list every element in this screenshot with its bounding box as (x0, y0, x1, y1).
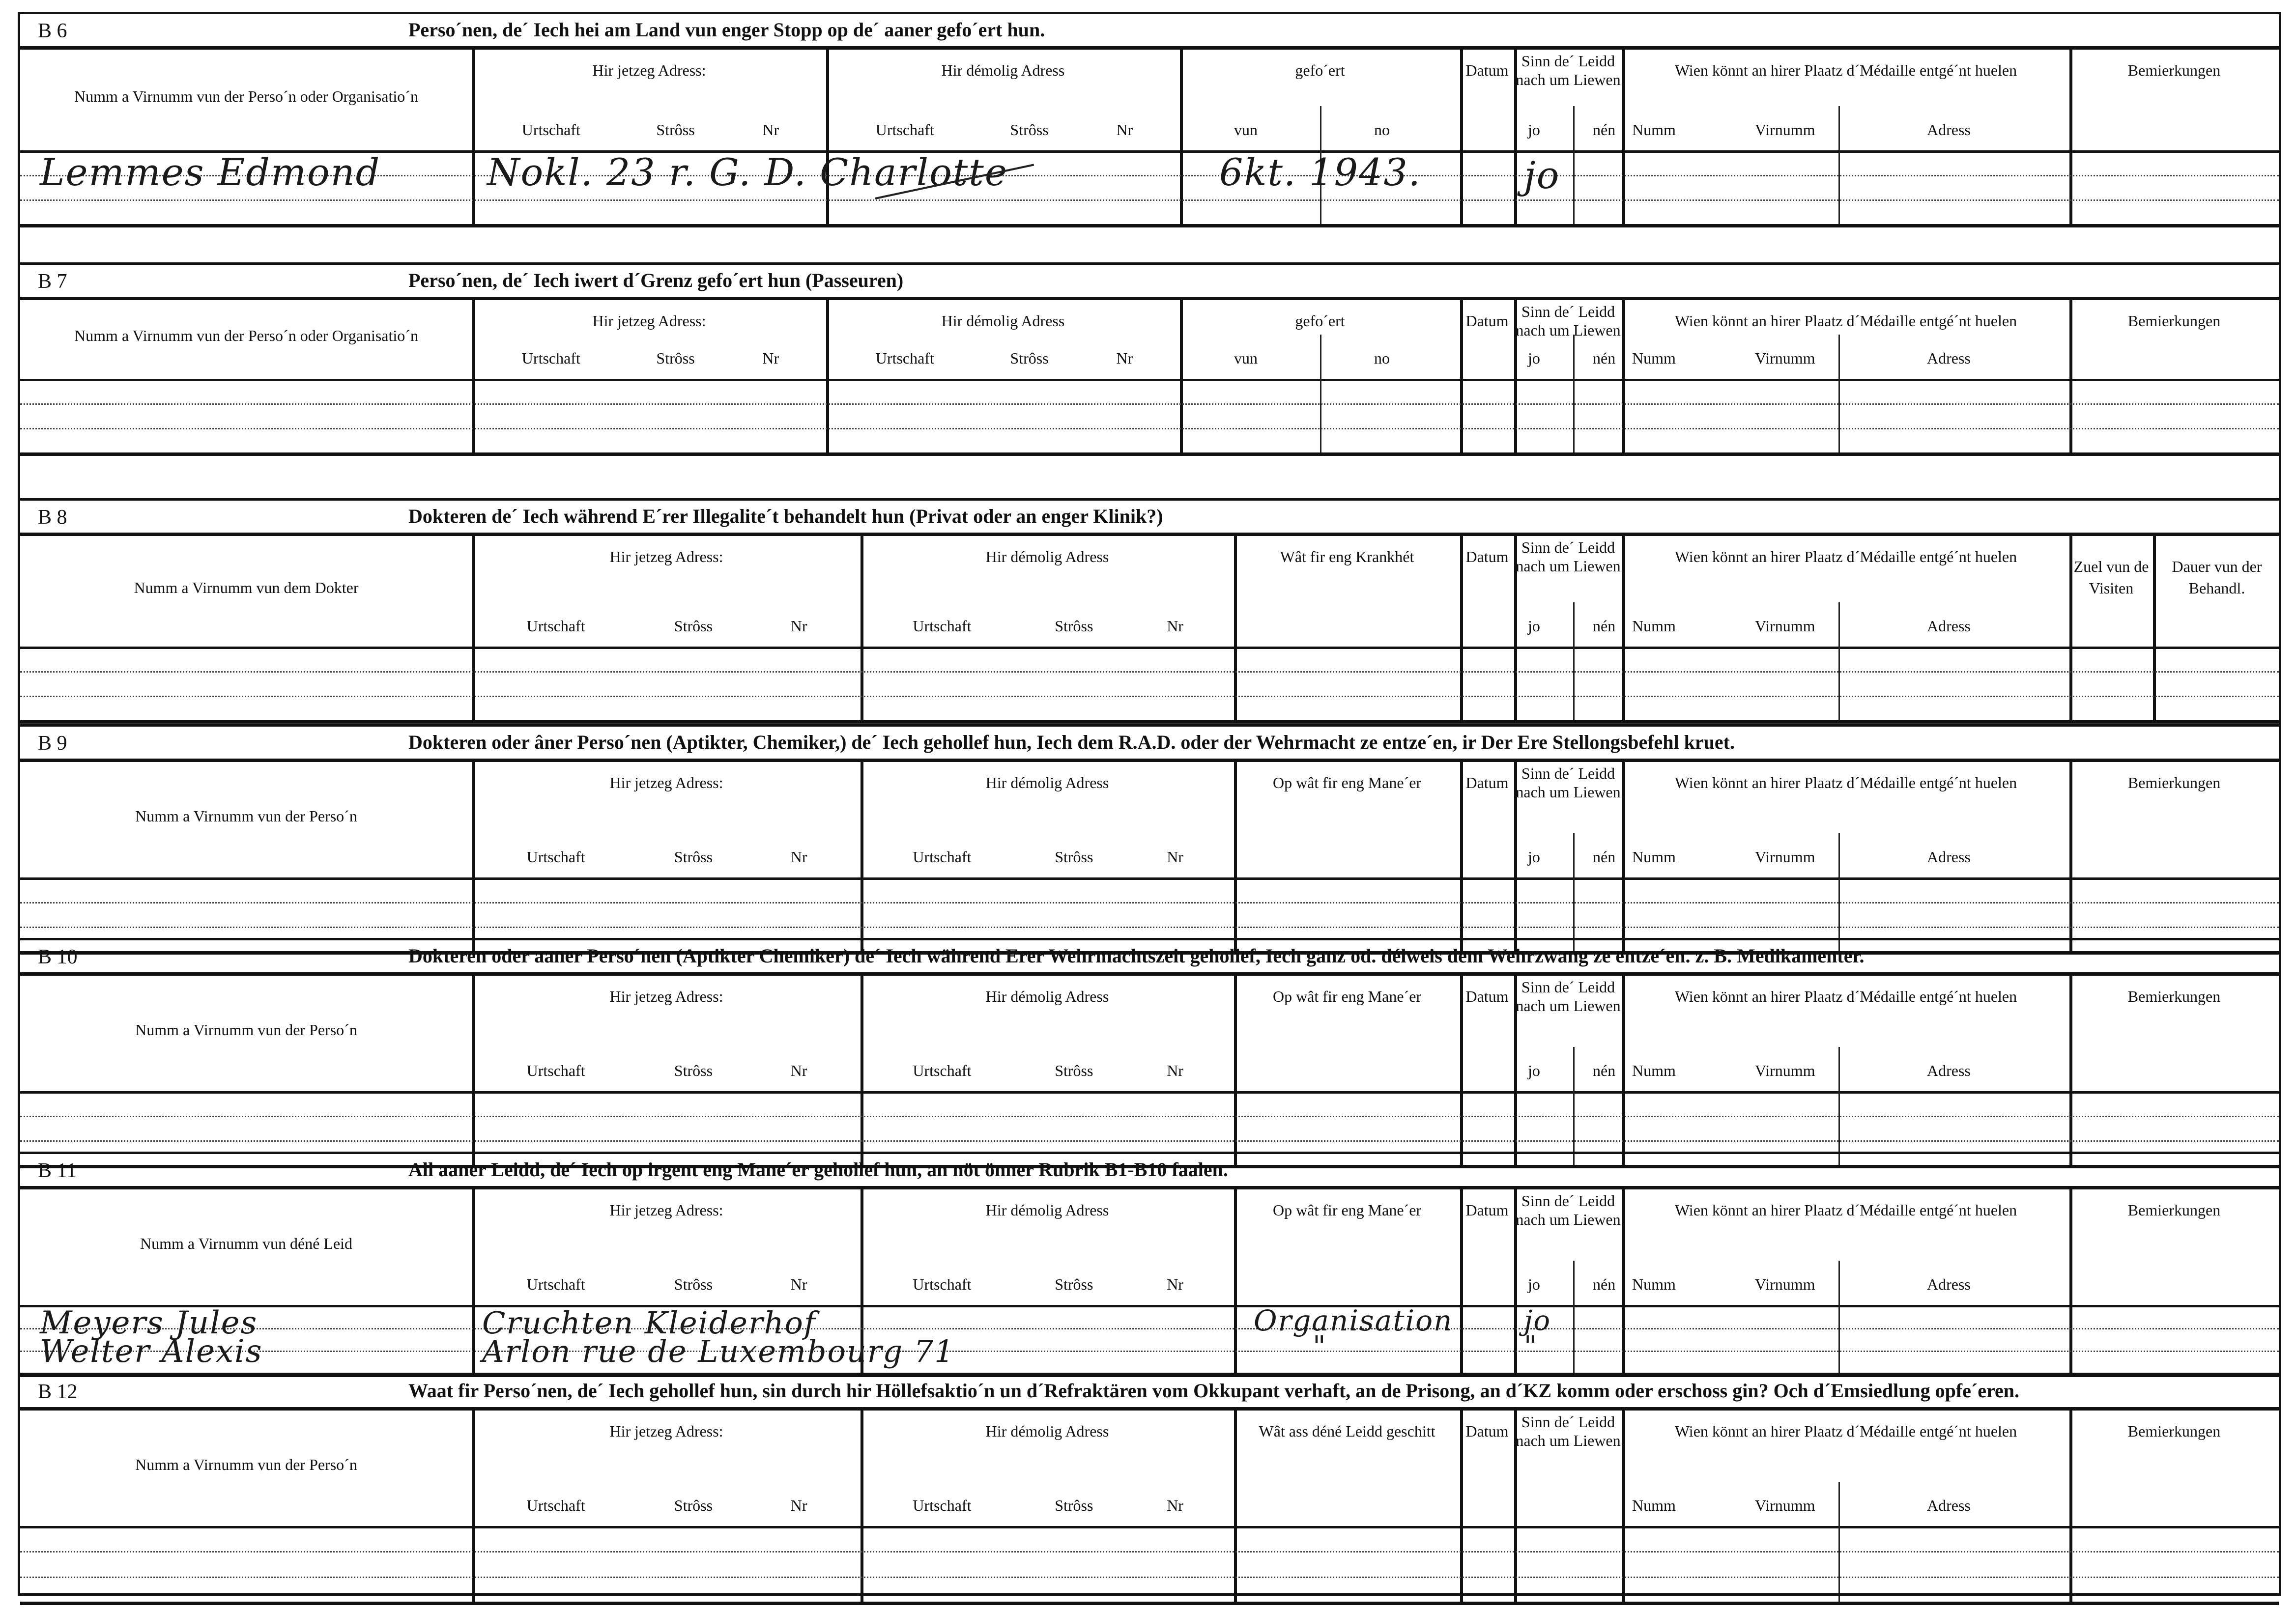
medal-question: Wien könnt an hirer Plaatz d´Médaille entgé´nt huelen (1674, 312, 2017, 330)
section-title-row (20, 262, 2279, 299)
stross-label: Strôss (674, 1496, 713, 1514)
nr-label: Nr (1167, 617, 1183, 635)
handwritten-name: Welter Alexis (40, 1333, 263, 1370)
section-table (20, 46, 2279, 227)
current-address-label: Hir jetzeg Adress: (609, 1201, 723, 1219)
stross-label: Strôss (1055, 1496, 1093, 1514)
section-b7 (20, 262, 2279, 449)
section-code: B 9 (38, 732, 67, 755)
no-label: no (1374, 121, 1390, 139)
section-title: Perso´nen, de´ Iech iwert d´Grenz gefo´ert hun (Passeuren) (408, 269, 904, 291)
medal-adress-label: Adress (1927, 1062, 1971, 1079)
nen-label: nén (1593, 349, 1616, 367)
writing-line (20, 696, 2279, 697)
stross-label: Strôss (674, 1275, 713, 1293)
writing-line (20, 1116, 2279, 1117)
former-address-label: Hir démolig Adress (985, 1422, 1109, 1440)
col-medal (1622, 1411, 1625, 1602)
header-bottom-rule (20, 1091, 2279, 1094)
handwritten-date: 6kt. 1943. (1219, 150, 1421, 194)
name-column-label: Numm a Virnumm vun der Perso´n (135, 807, 357, 825)
section-title-row (20, 498, 2279, 535)
current-address-label: Hir jetzeg Adress: (592, 312, 706, 330)
stross-label: Strôss (1055, 1275, 1093, 1293)
col-medal (1622, 50, 1625, 224)
alive-question: Sinn de´ Leidd nach um Liewen (1516, 978, 1621, 1015)
medal-question: Wien könnt an hirer Plaatz d´Médaille entgé´nt huelen (1674, 1201, 2017, 1219)
urtschaft-label: Urtschaft (913, 1062, 972, 1079)
writing-line (20, 1551, 2279, 1553)
medal-question: Wien könnt an hirer Plaatz d´Médaille entgé´nt huelen (1674, 548, 2017, 565)
stross-label: Strôss (656, 349, 695, 367)
medal-numm-label: Numm (1632, 121, 1676, 139)
nen-label: nén (1593, 1062, 1616, 1079)
header-bottom-rule (20, 877, 2279, 880)
nr-label: Nr (790, 1496, 807, 1514)
medal-virnumm-label: Virnumm (1755, 1275, 1815, 1293)
alive-question: Sinn de´ Leidd nach um Liewen (1516, 1192, 1621, 1228)
stross-label: Strôss (656, 121, 695, 139)
nen-label: nén (1593, 848, 1616, 866)
former-address-label: Hir démolig Adress (941, 61, 1065, 79)
medal-virnumm-label: Virnumm (1755, 848, 1815, 866)
nr-label: Nr (1116, 121, 1133, 139)
medal-divider (1838, 335, 1840, 452)
alive-divider (1573, 1047, 1575, 1165)
header-bottom-rule (20, 1526, 2279, 1528)
medal-adress-label: Adress (1927, 848, 1971, 866)
current-address-label: Hir jetzeg Adress: (609, 548, 723, 565)
date-label: Datum (1465, 312, 1509, 330)
gefoert-divider (1320, 335, 1321, 452)
section-table (20, 759, 2279, 955)
handwritten-alive: jo (1524, 1305, 1551, 1337)
writing-line (20, 199, 2279, 201)
section-code: B 6 (38, 20, 67, 42)
section-title-row (20, 724, 2279, 761)
stross-label: Strôss (1055, 1062, 1093, 1079)
urtschaft-label: Urtschaft (875, 121, 934, 139)
section-code: B 8 (38, 506, 67, 529)
nr-label: Nr (1167, 1496, 1183, 1514)
name-column-label: Numm a Virnumm vun der Perso´n (135, 1020, 357, 1039)
current-address-label: Hir jetzeg Adress: (592, 61, 706, 79)
medal-virnumm-label: Virnumm (1755, 1062, 1815, 1079)
section-table (20, 297, 2279, 456)
jo-label: jo (1528, 349, 1540, 367)
nr-label: Nr (790, 1062, 807, 1079)
former-address-label: Hir démolig Adress (985, 548, 1109, 565)
medal-numm-label: Numm (1632, 349, 1676, 367)
section-title: Dokteren oder âner Perso´nen (Aptikter, Chemiker,) de´ Iech gehollef hun, Iech dem R.A.D. oder der Wehrmacht ze entze´en, ir Der Ere Stellongsbefehl kruet. (408, 731, 1735, 753)
medal-divider (1838, 106, 1840, 224)
writing-line (20, 428, 2279, 429)
nr-label: Nr (790, 617, 807, 635)
section-b12 (20, 1373, 2279, 1598)
urtschaft-label: Urtschaft (913, 848, 972, 866)
medal-virnumm-label: Virnumm (1755, 617, 1815, 635)
detail-column-label: Wât ass déné Leidd geschitt (1259, 1422, 1435, 1440)
stross-label: Strôss (1055, 617, 1093, 635)
medal-divider (1838, 833, 1840, 951)
alive-question: Sinn de´ Leidd nach um Liewen (1516, 1413, 1621, 1449)
section-table (20, 1186, 2279, 1377)
current-address-label: Hir jetzeg Adress: (609, 988, 723, 1005)
alive-question: Sinn de´ Leidd nach um Liewen (1516, 538, 1621, 575)
header-bottom-rule (20, 647, 2279, 649)
medal-adress-label: Adress (1927, 1496, 1971, 1514)
section-b6 (20, 12, 2279, 221)
gefoert-label: gefo´ert (1295, 61, 1345, 79)
date-label: Datum (1465, 1422, 1509, 1440)
handwritten-address: Arlon rue de Luxembourg 71 (482, 1333, 955, 1369)
nr-label: Nr (1167, 1062, 1183, 1079)
urtschaft-label: Urtschaft (526, 1496, 585, 1514)
medal-question: Wien könnt an hirer Plaatz d´Médaille entgé´nt huelen (1674, 1422, 2017, 1440)
remarks-label: Bemierkungen (2127, 988, 2221, 1005)
stross-label: Strôss (1010, 121, 1049, 139)
section-title: Waat fir Perso´nen, de´ Iech gehollef hun, sin durch hir Höllefsaktio´n un d´Refraktären vom Okkupant verhaft, an de Prisong, an d´KZ komm oder erschoss gin? Och d´Emsiedlung opfe´eren. (408, 1380, 2019, 1402)
writing-line (20, 1351, 2279, 1352)
alive-divider (1573, 335, 1575, 452)
stross-label: Strôss (1010, 349, 1049, 367)
medal-question: Wien könnt an hirer Plaatz d´Médaille entgé´nt huelen (1674, 774, 2017, 791)
nr-label: Nr (790, 1275, 807, 1293)
detail-column-label: Wât fir eng Krankhét (1280, 548, 1414, 565)
nr-label: Nr (1116, 349, 1133, 367)
medal-question: Wien könnt an hirer Plaatz d´Médaille entgé´nt huelen (1674, 61, 2017, 79)
medal-divider (1838, 1047, 1840, 1165)
section-b11 (20, 1152, 2279, 1370)
urtschaft-label: Urtschaft (526, 848, 585, 866)
medal-numm-label: Numm (1632, 1275, 1676, 1293)
col-medal (1622, 300, 1625, 452)
date-label: Datum (1465, 1201, 1509, 1219)
alive-question: Sinn de´ Leidd nach um Liewen (1516, 764, 1621, 801)
remarks-label: Bemierkungen (2127, 312, 2221, 330)
medal-question: Wien könnt an hirer Plaatz d´Médaille entgé´nt huelen (1674, 988, 2017, 1005)
jo-label: jo (1528, 848, 1540, 866)
alive-question: Sinn de´ Leidd nach um Liewen (1516, 303, 1621, 339)
section-title: Perso´nen, de´ Iech hei am Land vun enger Stopp op de´ aaner gefo´ert hun. (408, 19, 1045, 41)
section-table (20, 533, 2279, 724)
urtschaft-label: Urtschaft (521, 349, 580, 367)
alive-divider (1573, 106, 1575, 224)
remarks-label: Bemierkungen (2127, 1422, 2221, 1440)
writing-line (20, 1328, 2279, 1329)
section-title: All aaner Leidd, de´ Iech op irgent eng Mane´er gehollef hun, an nöt önner Rubrik B1-B10 faalen. (408, 1158, 1228, 1181)
col-medal (1622, 1189, 1625, 1374)
jo-label: jo (1528, 617, 1540, 635)
handwritten-manner: " (1313, 1329, 1327, 1363)
urtschaft-label: Urtschaft (526, 1062, 585, 1079)
medal-numm-label: Numm (1632, 848, 1676, 866)
nr-label: Nr (790, 848, 807, 866)
nr-label: Nr (1167, 1275, 1183, 1293)
section-title-row (20, 1373, 2279, 1410)
medal-divider (1838, 1482, 1840, 1602)
stross-label: Strôss (674, 848, 713, 866)
section-code: B 7 (38, 270, 67, 293)
writing-line (20, 1577, 2279, 1578)
medal-virnumm-label: Virnumm (1755, 349, 1815, 367)
handwritten-alive: " (1524, 1330, 1538, 1362)
section-title: Dokteren oder aaner Perso´nen (Aptikter Chemiker) de´ Iech während Erer Wehrmachtszeit gehollef, Iech ganz od. délweis dem Wehrzwang ze entze´en. z. B. Medikamenter. (408, 945, 1865, 967)
urtschaft-label: Urtschaft (913, 1496, 972, 1514)
section-title-row (20, 1152, 2279, 1188)
col-medal (1622, 536, 1625, 720)
alive-question: Sinn de´ Leidd nach um Liewen (1516, 52, 1621, 88)
handwritten-address: Cruchten Kleiderhof (482, 1305, 816, 1341)
date-label: Datum (1465, 548, 1509, 565)
name-column-label: Numm a Virnumm vun der Perso´n (135, 1455, 357, 1473)
jo-label: jo (1528, 1062, 1540, 1079)
section-code: B 10 (38, 946, 78, 968)
former-address-label: Hir démolig Adress (941, 312, 1065, 330)
current-address-label: Hir jetzeg Adress: (609, 1422, 723, 1440)
medal-divider (1838, 602, 1840, 720)
form-bottom-rule (20, 1593, 2279, 1596)
visits-label: Zuel vun de Visiten (2073, 558, 2149, 597)
urtschaft-label: Urtschaft (526, 617, 585, 635)
medal-adress-label: Adress (1927, 1275, 1971, 1293)
remarks-label: Bemierkungen (2127, 774, 2221, 791)
date-label: Datum (1465, 61, 1509, 79)
stross-label: Strôss (674, 617, 713, 635)
writing-line (20, 671, 2279, 673)
gefoert-label: gefo´ert (1295, 312, 1345, 330)
section-title-row (20, 938, 2279, 975)
former-address-label: Hir démolig Adress (985, 774, 1109, 791)
medal-numm-label: Numm (1632, 617, 1676, 635)
section-b10 (20, 938, 2279, 1161)
alive-divider (1573, 602, 1575, 720)
handwritten-manner: Organisation (1254, 1304, 1453, 1337)
header-bottom-rule (20, 379, 2279, 381)
urtschaft-label: Urtschaft (521, 121, 580, 139)
treatment-duration-label: Dauer vun der Behandl. (2172, 558, 2262, 597)
medal-divider (1838, 1261, 1840, 1374)
nr-label: Nr (762, 349, 779, 367)
section-code: B 12 (38, 1381, 78, 1403)
nen-label: nén (1593, 1275, 1616, 1293)
detail-column-label: Op wât fir eng Mane´er (1272, 1201, 1422, 1219)
medal-adress-label: Adress (1927, 349, 1971, 367)
remarks-label: Bemierkungen (2127, 61, 2221, 79)
stross-label: Strôss (674, 1062, 713, 1079)
urtschaft-label: Urtschaft (875, 349, 934, 367)
urtschaft-label: Urtschaft (526, 1275, 585, 1293)
medal-adress-label: Adress (1927, 121, 1971, 139)
writing-line (20, 902, 2279, 903)
section-title-row (20, 12, 2279, 49)
jo-label: jo (1528, 121, 1540, 139)
former-address-label: Hir démolig Adress (985, 1201, 1109, 1219)
vun-label: vun (1234, 349, 1258, 367)
former-address-label: Hir démolig Adress (985, 988, 1109, 1005)
section-table (20, 972, 2279, 1168)
section-table (20, 1407, 2279, 1605)
header-bottom-rule (20, 1305, 2279, 1307)
handwritten-alive: jo (1524, 153, 1560, 197)
name-column-label: Numm a Virnumm vun der Perso´n oder Organisatio´n (74, 327, 418, 344)
form-sheet (18, 12, 2281, 1596)
alive-divider (1573, 1261, 1575, 1374)
current-address-label: Hir jetzeg Adress: (609, 774, 723, 791)
handwritten-name: Lemmes Edmond (40, 150, 381, 194)
col-medal (1622, 762, 1625, 951)
detail-column-label: Op wât fir eng Mane´er (1272, 988, 1422, 1005)
section-code: B 11 (38, 1159, 77, 1182)
writing-line (20, 403, 2279, 405)
section-b8 (20, 498, 2279, 717)
date-label: Datum (1465, 774, 1509, 791)
medal-numm-label: Numm (1632, 1496, 1676, 1514)
nen-label: nén (1593, 121, 1616, 139)
jo-label: jo (1528, 1275, 1540, 1293)
medal-virnumm-label: Virnumm (1755, 121, 1815, 139)
urtschaft-label: Urtschaft (913, 617, 972, 635)
name-column-label: Numm a Virnumm vun dem Dokter (134, 578, 359, 596)
no-label: no (1374, 349, 1390, 367)
remarks-label: Bemierkungen (2127, 1201, 2221, 1219)
vun-label: vun (1234, 121, 1258, 139)
col-medal (1622, 976, 1625, 1165)
detail-column-label: Op wât fir eng Mane´er (1272, 774, 1422, 791)
name-column-label: Numm a Virnumm vun der Perso´n oder Organisatio´n (74, 87, 418, 105)
urtschaft-label: Urtschaft (913, 1275, 972, 1293)
handwritten-name: Meyers Jules (40, 1305, 258, 1341)
date-label: Datum (1465, 988, 1509, 1005)
nr-label: Nr (762, 121, 779, 139)
nen-label: nén (1593, 617, 1616, 635)
handwritten-address: Nokl. 23 r. G. D. Charlotte (487, 150, 1008, 194)
writing-line (20, 1140, 2279, 1142)
stross-label: Strôss (1055, 848, 1093, 866)
writing-line (20, 927, 2279, 928)
nr-label: Nr (1167, 848, 1183, 866)
section-b9 (20, 724, 2279, 948)
medal-numm-label: Numm (1632, 1062, 1676, 1079)
section-title: Dokteren de´ Iech während E´rer Illegalite´t behandelt hun (Privat oder an enger Klinik?) (408, 505, 1163, 527)
medal-adress-label: Adress (1927, 617, 1971, 635)
name-column-label: Numm a Virnumm vun déné Leid (140, 1234, 353, 1252)
medal-virnumm-label: Virnumm (1755, 1496, 1815, 1514)
alive-divider (1573, 833, 1575, 951)
